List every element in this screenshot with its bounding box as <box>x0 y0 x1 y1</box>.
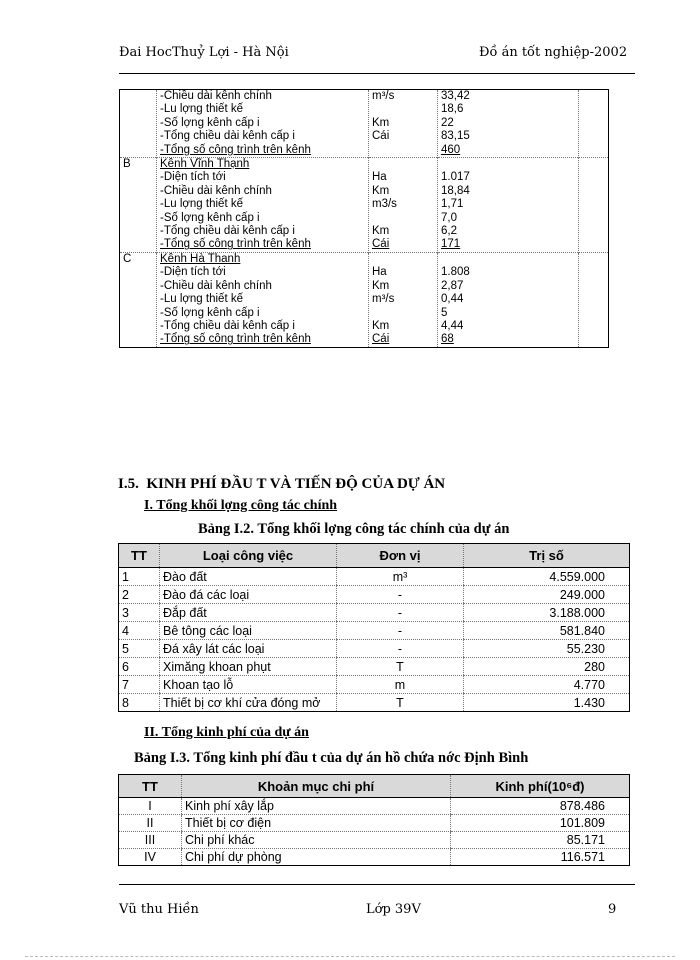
unit: T <box>337 694 464 712</box>
cost-item: Chi phí dự phòng <box>182 849 451 866</box>
item-label: -Chiều dài kênh chính <box>160 184 272 197</box>
item-unit: m³/s <box>372 293 395 306</box>
header-rule <box>119 73 635 74</box>
unit: m <box>337 676 464 694</box>
cost-table <box>118 774 630 866</box>
table-row <box>119 640 630 658</box>
item-label: -Số lợng kênh cấp i <box>160 306 260 319</box>
row-number: 8 <box>119 694 160 712</box>
row-number: IV <box>119 849 182 866</box>
spacer <box>372 158 434 171</box>
work-item: Đào đất <box>160 568 337 586</box>
spacer <box>372 253 434 266</box>
table-row <box>119 815 630 832</box>
cost-value: 878.486 <box>451 798 630 815</box>
item-unit: Ha <box>372 266 387 279</box>
item-unit <box>372 307 434 320</box>
table-row <box>119 849 630 866</box>
empty-cell <box>579 252 609 347</box>
item-unit: Km <box>372 116 390 129</box>
row-number: 4 <box>119 622 160 640</box>
item-unit: m3/s <box>372 198 397 211</box>
row-id-cell <box>120 252 157 347</box>
item-value: 171 <box>441 238 461 251</box>
item-unit: Ha <box>372 171 387 184</box>
spacer <box>441 253 575 266</box>
group-title: Kênh Hà Thanh <box>160 252 241 265</box>
header-left: Đai HocThuỷ Lợi - Hà Nội <box>119 45 289 60</box>
cost-item: Chi phí khác <box>182 832 451 849</box>
item-unit: Cái <box>372 333 390 346</box>
table-row <box>120 158 609 253</box>
item-unit <box>372 212 434 225</box>
table-caption-1: Bảng I.2. Tổng khối lợng công tác chính của dự án <box>198 521 510 537</box>
section-heading <box>118 476 445 493</box>
item-units-cell <box>369 158 438 253</box>
item-value: 22 <box>441 116 454 129</box>
table-row <box>119 676 630 694</box>
row-number: 3 <box>119 604 160 622</box>
unit: - <box>337 640 464 658</box>
work-item: Khoan tạo lỗ <box>160 676 337 694</box>
cost-value: 101.809 <box>451 815 630 832</box>
item-value: 4,44 <box>441 319 464 332</box>
item-value: 460 <box>441 143 461 156</box>
unit: m³ <box>337 568 464 586</box>
row-id: B <box>123 158 131 171</box>
table-row <box>119 622 630 640</box>
table-row <box>119 586 630 604</box>
row-id-cell <box>120 158 157 253</box>
item-value: 2,87 <box>441 279 464 292</box>
row-number: 2 <box>119 586 160 604</box>
item-unit: Cái <box>372 238 390 251</box>
table-row <box>119 798 630 815</box>
section-title: KINH PHÍ ĐẦU T VÀ TIẾN ĐỘ CỦA DỰ ÁN <box>146 476 446 492</box>
value: 3.188.000 <box>464 604 630 622</box>
table-caption-2: Bảng I.3. Tổng kinh phí đầu t của dự án hồ chứa nớc Định Bình <box>134 750 529 766</box>
item-label: -Lu lợng thiết kế <box>160 198 243 211</box>
item-unit: Km <box>372 225 390 238</box>
work-item: Đá xây lát các loại <box>160 640 337 658</box>
row-number: III <box>119 832 182 849</box>
item-value: 33,42 <box>441 90 470 102</box>
subsection-2: II. Tổng kinh phí của dự án <box>144 725 309 740</box>
table-row <box>119 658 630 676</box>
item-value: 1.808 <box>441 266 470 279</box>
item-value: 18,6 <box>441 103 464 116</box>
page-number: 9 <box>608 902 617 917</box>
item-value: 1,71 <box>441 198 464 211</box>
empty-cell <box>579 90 609 158</box>
cost-value: 85.171 <box>451 832 630 849</box>
item-unit: Cái <box>372 130 390 143</box>
row-number: 6 <box>119 658 160 676</box>
table-row <box>119 694 630 712</box>
cost-value: 116.571 <box>451 849 630 866</box>
item-units-cell <box>369 252 438 347</box>
row-id-cell <box>120 90 157 158</box>
unit: - <box>337 586 464 604</box>
item-unit <box>372 103 434 116</box>
item-unit: Km <box>372 184 390 197</box>
item-values-cell <box>438 158 579 253</box>
group-title: Kênh Vĩnh Thạnh <box>160 158 250 171</box>
row-number: I <box>119 798 182 815</box>
item-label: -Tổng chiều dài kênh cấp i <box>160 319 295 332</box>
footer-rule <box>119 884 635 885</box>
item-value: 0,44 <box>441 293 464 306</box>
item-label: -Tổng chiều dài kênh cấp i <box>160 225 295 238</box>
work-volume-table <box>118 543 630 712</box>
work-item: Đắp đất <box>160 604 337 622</box>
item-unit: Km <box>372 319 390 332</box>
item-unit: Km <box>372 279 390 292</box>
item-label: -Chiều dài kênh chính <box>160 279 272 292</box>
value: 55.230 <box>464 640 630 658</box>
work-item: Đào đá các loại <box>160 586 337 604</box>
row-id: C <box>123 252 132 265</box>
item-labels-cell <box>157 158 369 253</box>
section-number: I.5. <box>118 476 139 492</box>
work-item: Ximăng khoan phụt <box>160 658 337 676</box>
col-header-work: Loại công việc <box>160 544 337 568</box>
value: 249.000 <box>464 586 630 604</box>
page-bottom-edge <box>25 956 675 957</box>
item-label: -Diện tích tới <box>160 266 226 279</box>
item-value: 18,84 <box>441 184 470 197</box>
item-label: -Lu lợng thiết kế <box>160 103 243 116</box>
unit: - <box>337 622 464 640</box>
item-label: -Chiều dài kênh chính <box>160 90 272 102</box>
item-label: -Lu lợng thiết kế <box>160 293 243 306</box>
item-value: 6,2 <box>441 225 457 238</box>
table-header-row <box>119 775 630 798</box>
table-row <box>120 90 609 158</box>
table-row <box>119 604 630 622</box>
item-label: -Tổng số công trình trên kênh <box>160 238 311 251</box>
item-units-cell <box>369 90 438 158</box>
subsection-1: I. Tổng khối lợng công tác chính <box>144 498 338 513</box>
value: 280 <box>464 658 630 676</box>
table-row <box>120 252 609 347</box>
item-label: -Tổng số công trình trên kênh <box>160 143 311 156</box>
col-header-unit: Đơn vị <box>337 544 464 568</box>
col-header-cost: Kinh phí(10⁶đ) <box>451 775 630 798</box>
item-label: -Diện tích tới <box>160 171 226 184</box>
item-unit: m³/s <box>372 90 395 102</box>
item-unit <box>372 144 434 157</box>
footer-author: Vũ thu Hiền <box>119 902 199 917</box>
table-header-row <box>119 544 630 568</box>
unit: T <box>337 658 464 676</box>
row-number: 1 <box>119 568 160 586</box>
value: 4.770 <box>464 676 630 694</box>
item-value: 1.017 <box>441 171 470 184</box>
row-number: 7 <box>119 676 160 694</box>
work-item: Thiết bị cơ khí cửa đóng mở <box>160 694 337 712</box>
item-label: -Số lợng kênh cấp i <box>160 116 260 129</box>
item-labels-cell <box>157 252 369 347</box>
cost-item: Kinh phí xây lắp <box>182 798 451 815</box>
continuation-table <box>119 89 609 348</box>
cost-item: Thiết bị cơ điện <box>182 815 451 832</box>
item-label: -Tổng chiều dài kênh cấp i <box>160 130 295 143</box>
table-row <box>119 568 630 586</box>
row-number: 5 <box>119 640 160 658</box>
col-header-value: Trị số <box>464 544 630 568</box>
item-label: -Tổng số công trình trên kênh <box>160 333 311 346</box>
col-header-tt: TT <box>119 544 160 568</box>
col-header-item: Khoản mục chi phí <box>182 775 451 798</box>
value: 581.840 <box>464 622 630 640</box>
work-item: Bê tông các loại <box>160 622 337 640</box>
header-right: Đồ án tốt nghiệp-2002 <box>479 45 628 60</box>
item-values-cell <box>438 252 579 347</box>
unit: - <box>337 604 464 622</box>
item-value: 68 <box>441 333 454 346</box>
spacer <box>441 158 575 171</box>
item-value: 5 <box>441 306 448 319</box>
col-header-tt: TT <box>119 775 182 798</box>
item-value: 83,15 <box>441 130 470 143</box>
empty-cell <box>579 158 609 253</box>
item-value: 7,0 <box>441 211 457 224</box>
item-values-cell <box>438 90 579 158</box>
item-labels-cell <box>157 90 369 158</box>
table-row <box>119 832 630 849</box>
value: 1.430 <box>464 694 630 712</box>
footer-class: Lớp 39V <box>366 902 421 917</box>
value: 4.559.000 <box>464 568 630 586</box>
item-label: -Số lợng kênh cấp i <box>160 211 260 224</box>
row-number: II <box>119 815 182 832</box>
